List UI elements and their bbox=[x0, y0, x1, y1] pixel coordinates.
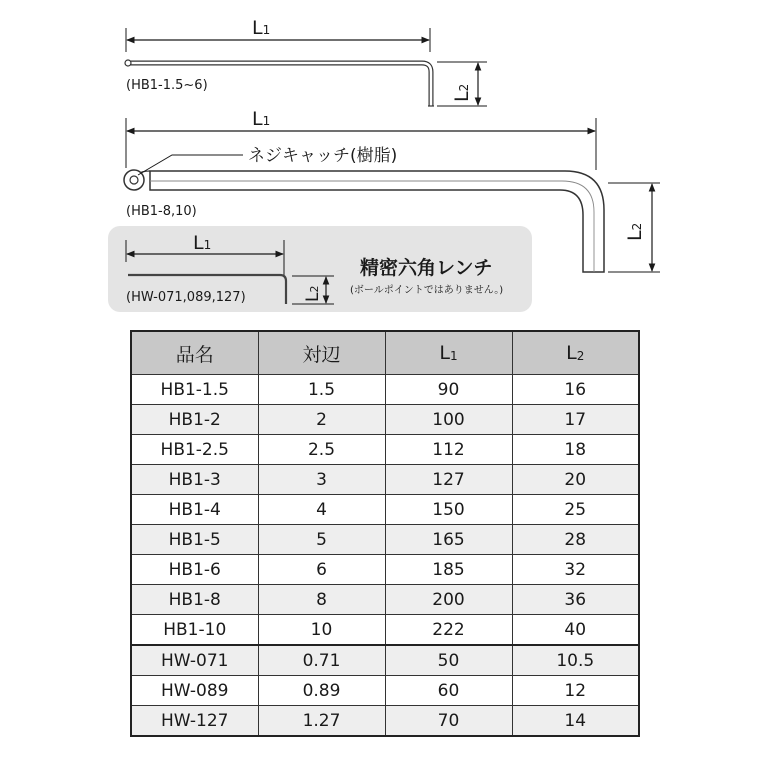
cell-l2: 20 bbox=[512, 465, 639, 495]
cell-l1: 165 bbox=[385, 525, 512, 555]
cell-l2: 28 bbox=[512, 525, 639, 555]
wrench-c-l1-label: L1 bbox=[193, 232, 212, 254]
cell-across-flats: 3 bbox=[258, 465, 385, 495]
spec-table bbox=[130, 330, 640, 737]
cell-across-flats: 4 bbox=[258, 495, 385, 525]
cell-product-name: HB1-10 bbox=[131, 615, 258, 646]
wrench-b-l2-label: L2 bbox=[624, 222, 646, 241]
header-product-name: 品名 bbox=[131, 331, 258, 375]
not-ball-point-note: (ボールポイントではありません。) bbox=[350, 285, 504, 296]
cell-l1: 70 bbox=[385, 706, 512, 737]
header-l1: L1 bbox=[385, 331, 512, 375]
table-row bbox=[131, 706, 639, 737]
cell-across-flats: 6 bbox=[258, 555, 385, 585]
cell-l1: 127 bbox=[385, 465, 512, 495]
cell-product-name: HB1-6 bbox=[131, 555, 258, 585]
wrench-b-l1-label: L1 bbox=[252, 108, 271, 130]
cell-l1: 50 bbox=[385, 645, 512, 676]
table-row bbox=[131, 676, 639, 706]
cell-across-flats: 8 bbox=[258, 585, 385, 615]
cell-across-flats: 1.5 bbox=[258, 375, 385, 405]
wrench-c-l2-label: L2 bbox=[303, 285, 323, 302]
cell-l1: 185 bbox=[385, 555, 512, 585]
table-row bbox=[131, 495, 639, 525]
wrench-a-caption: (HB1-1.5~6) bbox=[126, 78, 208, 93]
cell-product-name: HB1-1.5 bbox=[131, 375, 258, 405]
cell-product-name: HB1-3 bbox=[131, 465, 258, 495]
table-header-row bbox=[131, 331, 639, 375]
wrench-b-caption: (HB1-8,10) bbox=[126, 204, 197, 219]
header-across-flats: 対辺 bbox=[258, 331, 385, 375]
table-row bbox=[131, 645, 639, 676]
table-row bbox=[131, 375, 639, 405]
wrench-dimension-diagram bbox=[0, 0, 768, 320]
cell-product-name: HB1-2.5 bbox=[131, 435, 258, 465]
cell-across-flats: 0.89 bbox=[258, 676, 385, 706]
cell-product-name: HW-071 bbox=[131, 645, 258, 676]
cell-l1: 222 bbox=[385, 615, 512, 646]
cell-l1: 100 bbox=[385, 405, 512, 435]
cell-l1: 200 bbox=[385, 585, 512, 615]
cell-l2: 40 bbox=[512, 615, 639, 646]
cell-across-flats: 1.27 bbox=[258, 706, 385, 737]
screw-catch-callout: ネジキャッチ(樹脂) bbox=[248, 146, 398, 166]
cell-product-name: HB1-5 bbox=[131, 525, 258, 555]
cell-l2: 12 bbox=[512, 676, 639, 706]
table-row bbox=[131, 585, 639, 615]
cell-l2: 36 bbox=[512, 585, 639, 615]
table-row bbox=[131, 525, 639, 555]
cell-across-flats: 5 bbox=[258, 525, 385, 555]
cell-l1: 150 bbox=[385, 495, 512, 525]
cell-across-flats: 0.71 bbox=[258, 645, 385, 676]
cell-l1: 112 bbox=[385, 435, 512, 465]
table-row bbox=[131, 435, 639, 465]
header-l2: L2 bbox=[512, 331, 639, 375]
cell-l2: 10.5 bbox=[512, 645, 639, 676]
cell-product-name: HB1-4 bbox=[131, 495, 258, 525]
cell-l1: 60 bbox=[385, 676, 512, 706]
table-row bbox=[131, 555, 639, 585]
cell-l2: 32 bbox=[512, 555, 639, 585]
wrench-a-l1-label: L1 bbox=[252, 17, 271, 39]
cell-l2: 17 bbox=[512, 405, 639, 435]
cell-across-flats: 2.5 bbox=[258, 435, 385, 465]
cell-product-name: HW-127 bbox=[131, 706, 258, 737]
cell-across-flats: 2 bbox=[258, 405, 385, 435]
cell-l2: 16 bbox=[512, 375, 639, 405]
cell-product-name: HB1-2 bbox=[131, 405, 258, 435]
cell-l2: 25 bbox=[512, 495, 639, 525]
wrench-a-l2-label: L2 bbox=[451, 83, 473, 102]
table-row bbox=[131, 615, 639, 646]
cell-l1: 90 bbox=[385, 375, 512, 405]
table-row bbox=[131, 465, 639, 495]
cell-across-flats: 10 bbox=[258, 615, 385, 646]
cell-l2: 14 bbox=[512, 706, 639, 737]
precision-wrench-title: 精密六角レンチ bbox=[360, 257, 493, 279]
table-row bbox=[131, 405, 639, 435]
cell-product-name: HW-089 bbox=[131, 676, 258, 706]
cell-product-name: HB1-8 bbox=[131, 585, 258, 615]
cell-l2: 18 bbox=[512, 435, 639, 465]
wrench-c-caption: (HW-071,089,127) bbox=[126, 290, 246, 305]
